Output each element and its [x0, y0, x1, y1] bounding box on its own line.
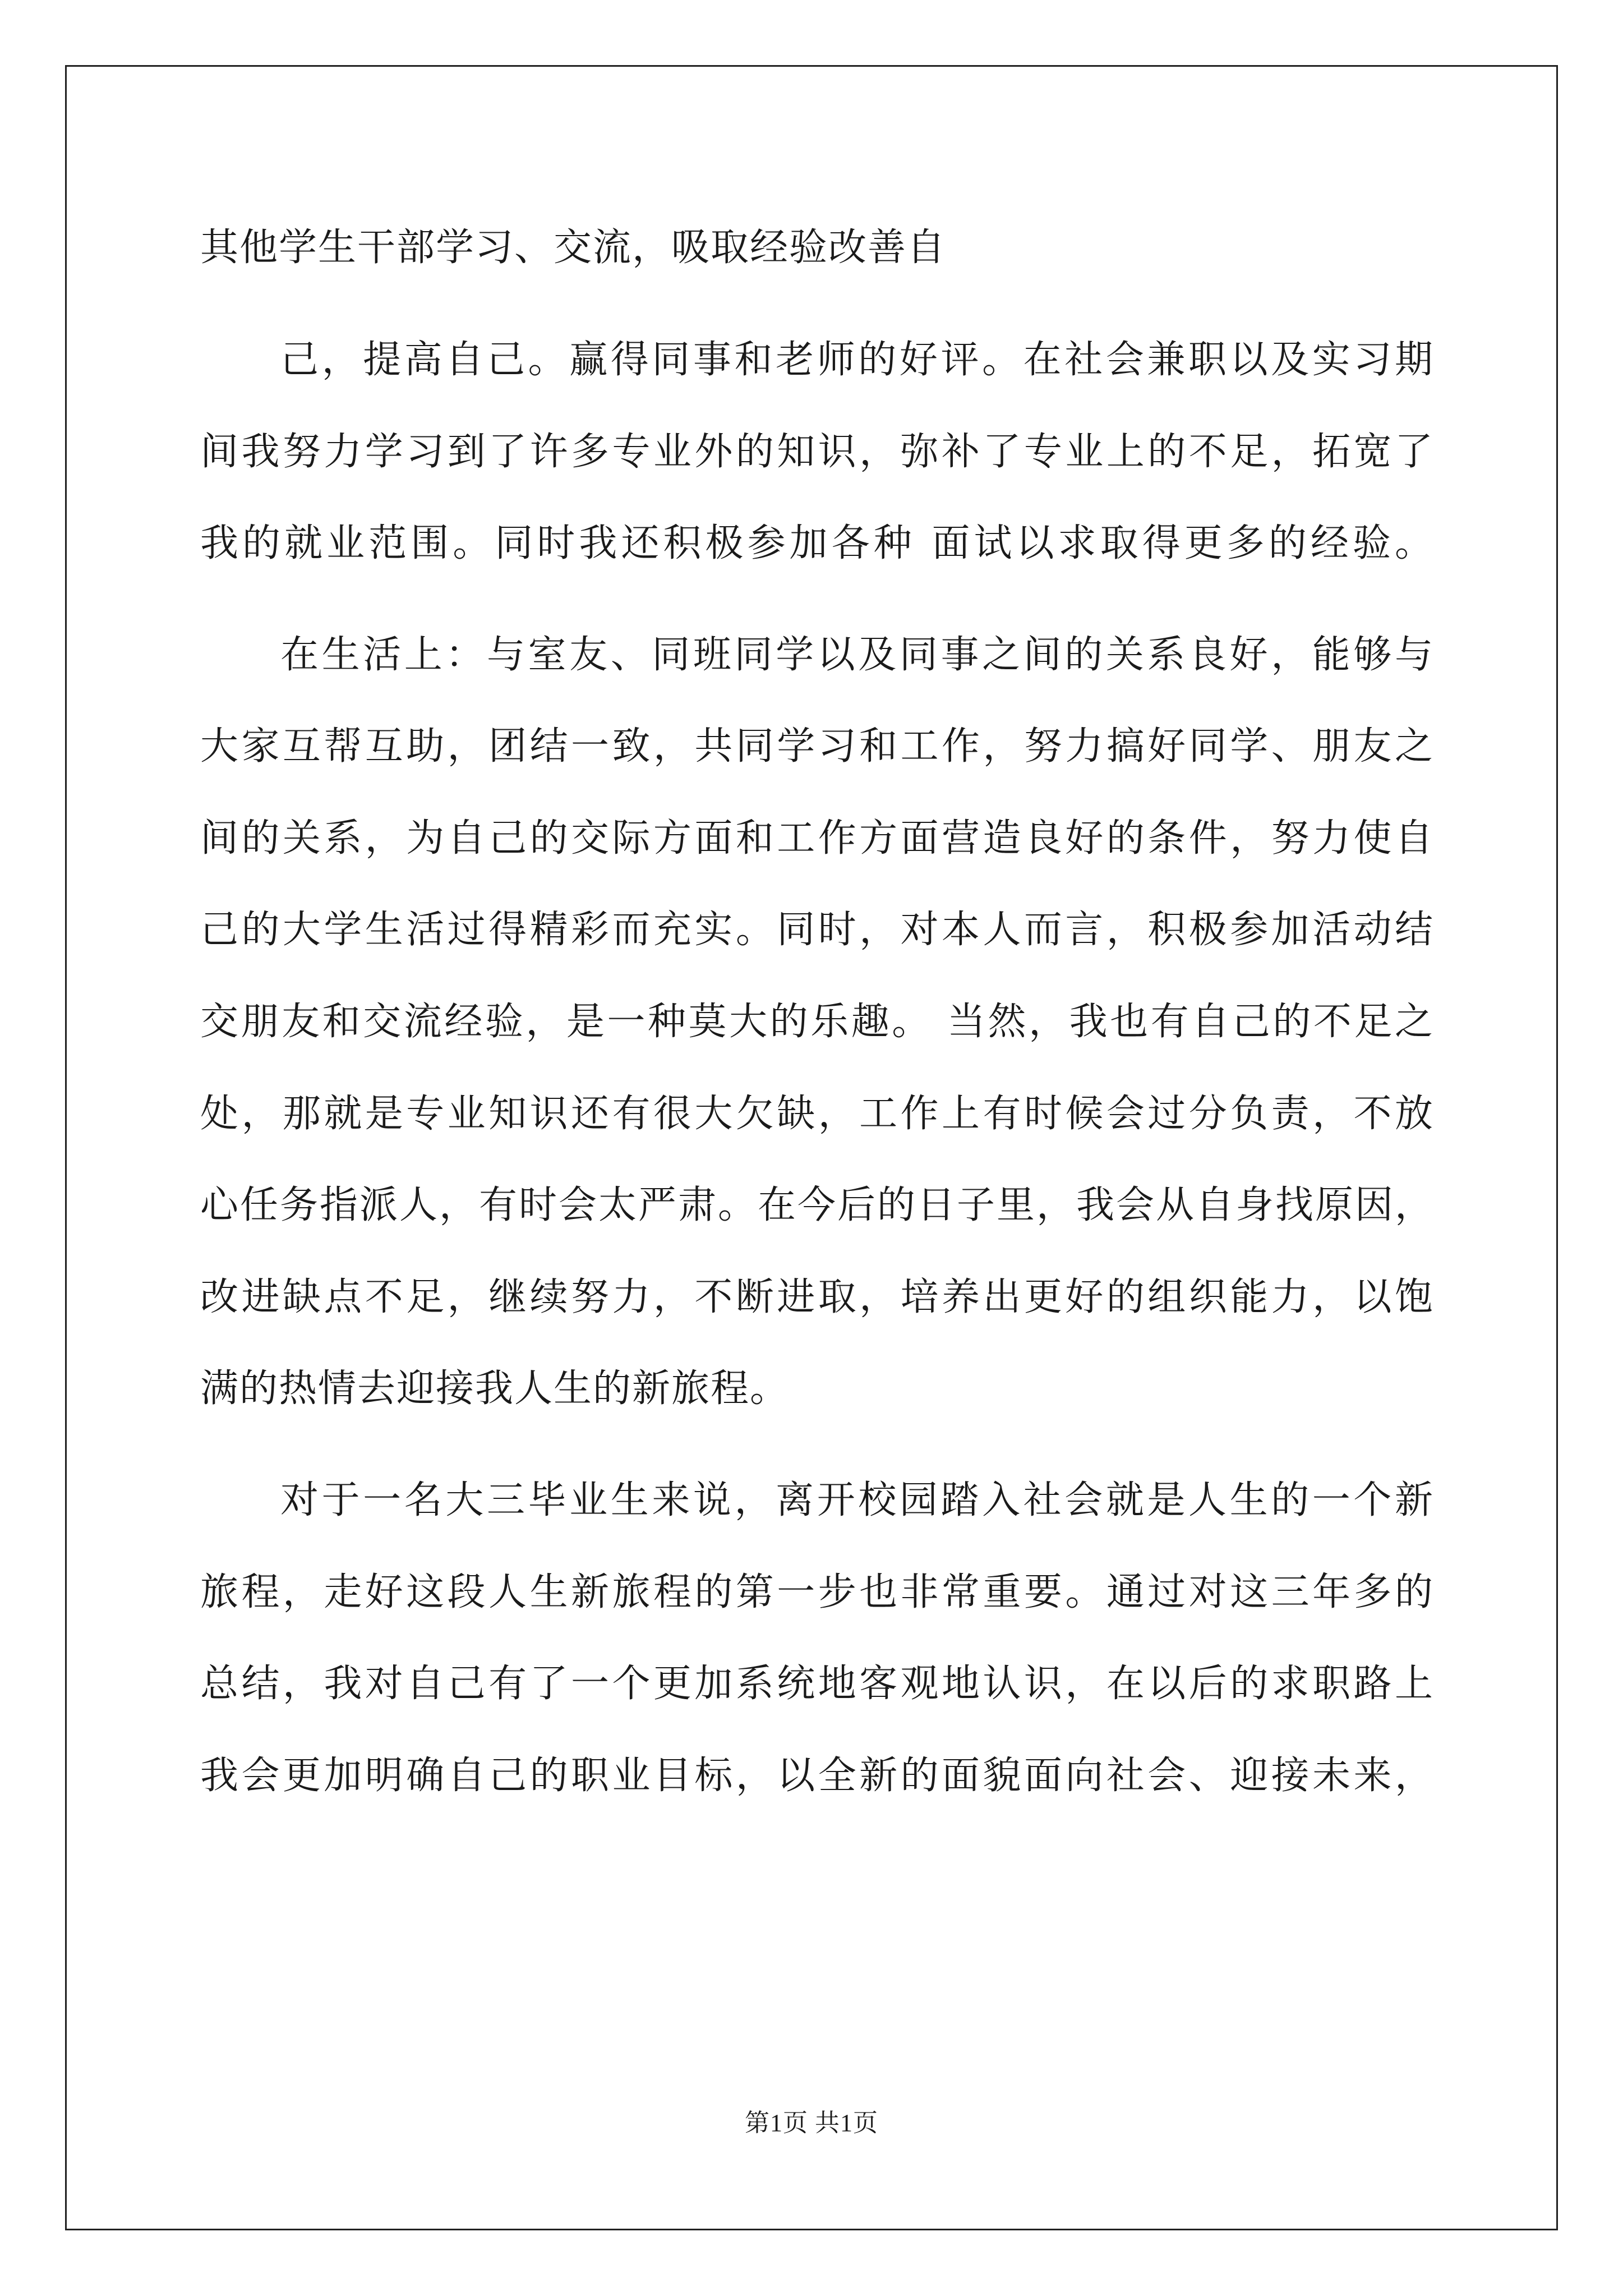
text-line-11: 心任务指派人，有时会太严肃。在今后的日子里，我会从自身找原因， [200, 1183, 1434, 1227]
text-line-15: 旅程，走好这段人生新旅程的第一步也非常重要。通过对这三年多的 [200, 1570, 1434, 1614]
text-line-6: 大家互帮互助，团结一致，共同学习和工作，努力搞好同学、朋友之 [200, 724, 1434, 769]
text-line-7: 间的关系，为自己的交际方面和工作方面营造良好的条件，努力使自 [200, 816, 1434, 861]
text-line-4: 我的就业范围。同时我还积极参加各种 面试以求取得更多的经验。 [200, 521, 1434, 565]
text-line-8: 己的大学生活过得精彩而充实。同时，对本人而言，积极参加活动结 [200, 908, 1434, 952]
text-line-14: 对于一名大三毕业生来说，离开校园踏入社会就是人生的一个新 [280, 1478, 1434, 1522]
text-line-13: 满的热情去迎接我人生的新旅程。 [200, 1366, 790, 1411]
text-line-1: 其他学生干部学习、交流，吸取经验改善自 [200, 226, 947, 270]
text-line-2: 己，提高自己。赢得同事和老师的好评。在社会兼职以及实习期 [280, 338, 1434, 382]
text-line-10: 处，那就是专业知识还有很大欠缺，工作上有时候会过分负责，不放 [200, 1092, 1434, 1136]
page-border [65, 65, 1558, 2230]
page-footer: 第1页 共1页 [745, 2109, 878, 2137]
text-line-16: 总结，我对自己有了一个更加系统地客观地认识，在以后的求职路上 [200, 1662, 1434, 1706]
text-line-5: 在生活上：与室友、同班同学以及同事之间的关系良好，能够与 [280, 633, 1434, 677]
text-line-3: 间我努力学习到了许多专业外的知识，弥补了专业上的不足，拓宽了 [200, 430, 1434, 474]
text-line-17: 我会更加明确自己的职业目标，以全新的面貌面向社会、迎接未来， [200, 1754, 1434, 1798]
text-line-9: 交朋友和交流经验，是一种莫大的乐趣。 当然，我也有自己的不足之 [200, 1000, 1434, 1044]
text-line-12: 改进缺点不足，继续努力，不断进取，培养出更好的组织能力，以饱 [200, 1275, 1434, 1319]
